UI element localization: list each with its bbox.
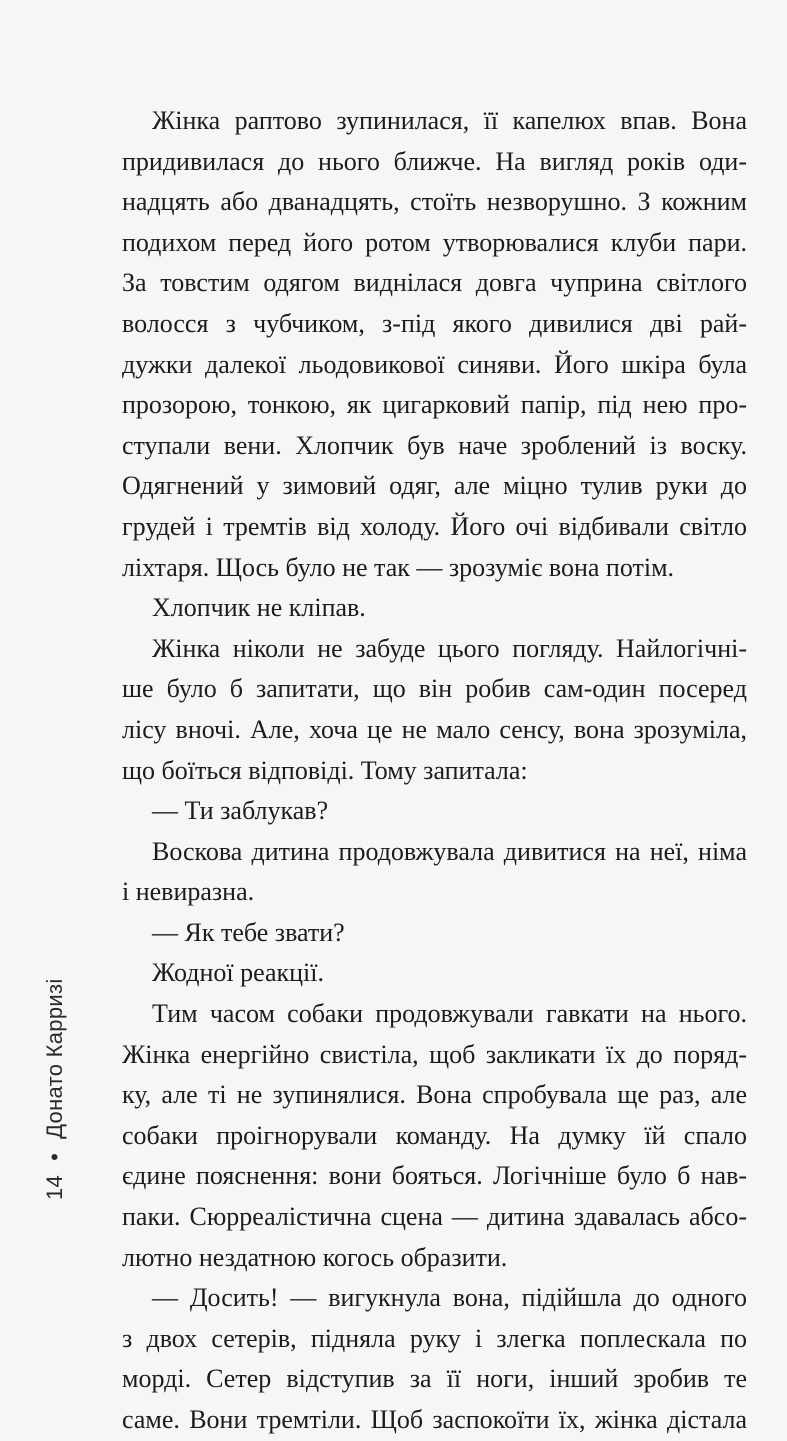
text-line: грудей і тремтів від холоду. Його очі відбивали світло	[122, 511, 747, 541]
text-line: — Як тебе звати?	[152, 917, 345, 947]
text-line: — Ти заблукав?	[152, 796, 329, 826]
running-head	[42, 978, 68, 1200]
text-line: саме. Вони тремтіли. Щоб заспокоїти їх, жінка дістала	[122, 1405, 747, 1434]
page-number: 14	[42, 1174, 67, 1200]
text-line: волосся з чубчиком, з-під якого дивилися дві рай-	[122, 308, 747, 338]
author-name: Донато Карризі	[42, 978, 67, 1139]
text-line: — Досить! — вигукнула вона, підійшла до одного	[152, 1283, 747, 1313]
text-line: дужки далекої льодовикової синяви. Його шкіра була	[122, 349, 747, 379]
text-line: єдине пояснення: вони бояться. Логічніше було б нав-	[122, 1161, 747, 1191]
text-line: надцять або дванадцять, стоїть незворушно. З кожним	[122, 187, 747, 217]
text-line: прозорою, тонкою, як цигарковий папір, під нею про-	[122, 390, 747, 420]
text-line: Воскова дитина продовжувала дивитися на неї, німа	[152, 836, 747, 866]
separator-dot: •	[42, 1152, 67, 1161]
text-line: Жінка енергійно свистіла, щоб закликати їх до поряд-	[122, 1039, 747, 1069]
text-line: подихом перед його ротом утворювалися клуби пари.	[122, 227, 747, 257]
text-line: морді. Сетер відступив за її ноги, інший зробив те	[122, 1364, 747, 1394]
text-line: паки. Сюрреалістична сцена — дитина здавалась абсо-	[122, 1202, 747, 1232]
text-line: ступали вени. Хлопчик був наче зроблений із воску.	[122, 430, 747, 460]
text-line: Хлопчик не кліпав.	[152, 593, 366, 623]
text-line: Жінка ніколи не забуде цього погляду. Найлогічні-	[152, 633, 747, 663]
text-line: і невиразна.	[122, 877, 255, 907]
text-line: лютно нездатною когось образити.	[122, 1242, 508, 1272]
text-line: з двох сетерів, підняла руку і злегка поплескала по	[122, 1323, 747, 1353]
text-line: ку, але ті не зупинялися. Вона спробувала ще раз, але	[122, 1080, 747, 1110]
body-text	[122, 101, 747, 1441]
text-line: За товстим одягом виднілася довга чуприна світлого	[122, 268, 747, 298]
text-line: Одягнений у зимовий одяг, але міцно тулив руки до	[122, 471, 747, 501]
text-line: собаки проігнорували команду. На думку їй спало	[122, 1120, 747, 1150]
text-line: Жодної реакції.	[152, 958, 324, 988]
text-line: ліхтаря. Щось було не так — зрозуміє вона потім.	[122, 552, 675, 582]
text-line: Тим часом собаки продовжували гавкати на нього.	[152, 999, 747, 1029]
text-line: придивилася до нього ближче. На вигляд років оди-	[122, 146, 747, 176]
text-line: Жінка раптово зупинилася, її капелюх впав. Вона	[152, 106, 747, 135]
text-line: ше було б запитати, що він робив сам-один посеред	[122, 674, 747, 704]
text-line: що боїться відповіді. Тому запитала:	[122, 755, 528, 785]
text-line: лісу вночі. Але, хоча це не мало сенсу, вона зрозуміла,	[122, 714, 747, 744]
